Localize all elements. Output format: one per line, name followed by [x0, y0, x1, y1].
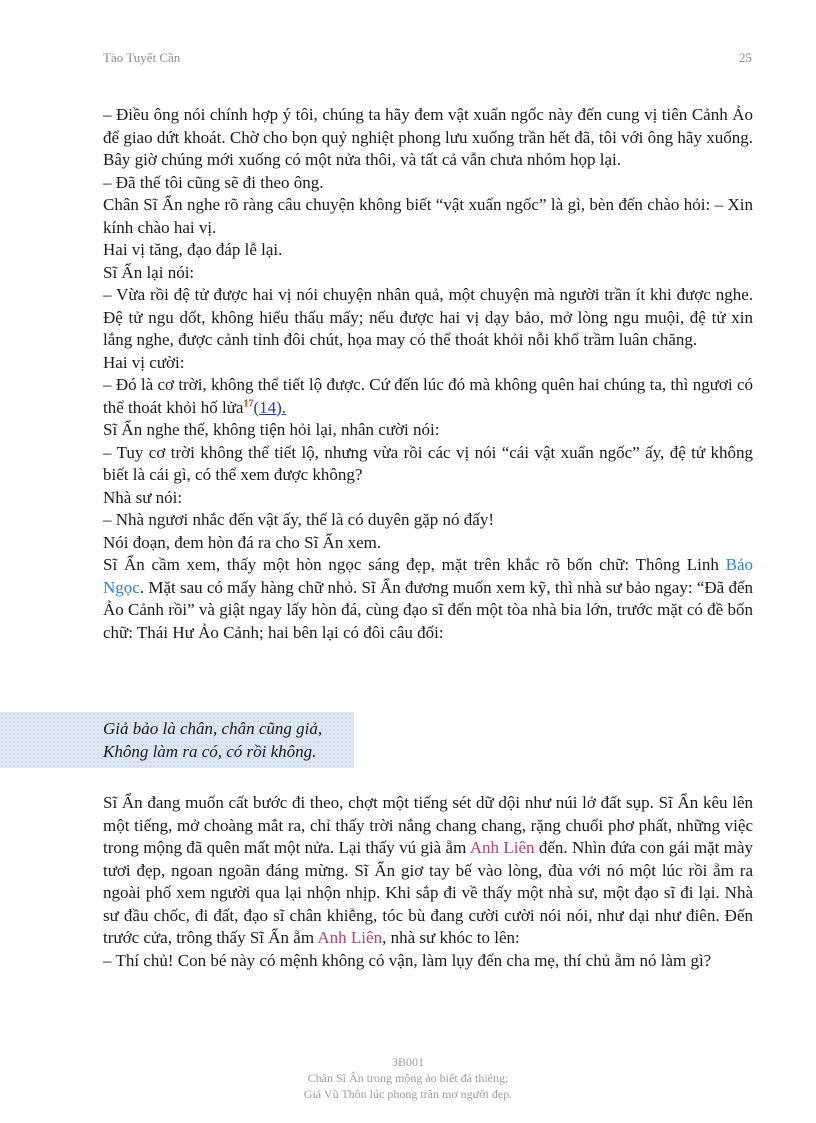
paragraph: – Đã thế tôi cũng sẽ đi theo ông. [103, 172, 324, 192]
name-anh-lien: Anh Liên [317, 928, 383, 947]
paragraph: – Nhà ngươi nhắc đến vật ấy, thế là có duyên gặp nó đấy! [103, 510, 494, 529]
paragraph: Nói đoạn, đem hòn đá ra cho Sĩ Ẩn xem. [103, 532, 382, 552]
paragraph: Nhà sư nói: [103, 487, 183, 507]
paragraph: Hai vị cười: [103, 352, 185, 372]
name-anh-lien: Anh Liên [469, 838, 535, 857]
paragraph-dream [103, 792, 753, 950]
paragraph: Sĩ Ẩn nghe thế, không tiện hỏi lại, nhân cười nói: [103, 420, 440, 439]
paragraph-text: Sĩ Ẩn cầm xem, thấy một hòn ngọc sáng đẹp, mặt trên khắc rõ bốn chữ: Thông Linh [103, 555, 726, 574]
paragraph-text: , nhà sư khóc to lên: [382, 928, 520, 947]
page-header [103, 50, 752, 70]
paragraph-text: Sĩ Ẩn đang muốn cất bước đi theo, chợt một tiếng sét dữ dội như núi lở đất sụp. Sĩ Ẩn kêu lên một tiếng, mở choàng mắt ra, chỉ thấy trời nắng chang chang, rặng chuối phơ phất, những việc trong mộng đã quên mất một nửa. Lại thấy vú già ẵm [103, 793, 753, 857]
paragraph-text: – Đó là cơ trời, không thể tiết lộ được. Cứ đến lúc đó mà không quên hai chúng ta, thì ngươi có thể thoát khỏi hố lửa [103, 375, 753, 417]
paragraph: Sĩ Ẩn lại nói: [103, 262, 195, 282]
footnote-link[interactable]: (14). [253, 397, 287, 417]
body-text [103, 104, 753, 644]
footer-chapter-line: Giả Vũ Thôn lúc phong trần mơ người đẹp. [303, 1087, 513, 1101]
highlight-bao-ngoc: Bảo Ngọc [103, 555, 753, 597]
page-footer [0, 1054, 816, 1102]
paragraph-text: đến. Nhìn đứa con gái mặt mày tươi đẹp, ngoan ngoãn đáng mừng. Sĩ Ẩn giơ tay bế vào lòng, đùa với nó một lúc rồi ẵm ra ngoài phố xem người qua lại nhộn nhịp. Khi sắp đi về thấy một nhà sư, một đạo sĩ đi lại. Nhà sư đầu chốc, đi đất, đạo sĩ chân khiễng, tóc bù đang cười cười nói nói, như dại như điên. Đến trước cửa, trông thấy Sĩ Ẩn ẵm [103, 838, 753, 947]
footer-code: 3B001 [391, 1055, 424, 1069]
paragraph: – Vừa rồi đệ tử được hai vị nói chuyện nhân quả, một chuyện mà người trần ít khi được nghe. Đệ tử ngu dốt, không hiểu thấu mấy; nếu được hai vị dạy bảo, mở lòng ngu muội, đệ tử xin lắng nghe, được cảnh tỉnh đôi chút, họa may có thể thoát khỏi nỗi khổ trầm luân chăng. [103, 285, 753, 349]
paragraph-fire-pit [103, 374, 753, 419]
running-head-author: Tào Tuyết Cần [103, 50, 181, 65]
paragraph: – Thí chủ! Con bé này có mệnh không có vận, làm lụy đến cha mẹ, thí chủ ẵm nó làm gì? [103, 950, 712, 970]
page-number: 25 [739, 50, 752, 65]
poem-line: Không làm ra có, có rồi không. [103, 741, 317, 761]
paragraph: Hai vị tăng, đạo đáp lễ lại. [103, 240, 283, 259]
poem-couplet [103, 718, 322, 763]
paragraph-text: . Mặt sau có mấy hàng chữ nhỏ. Sĩ Ẩn đương muốn xem kỹ, thì nhà sư bảo ngay: “Đã đến Ảo Cảnh rồi” và giật ngay lấy hòn đá, cùng đạo sĩ đến một tòa nhà bia lớn, trước mặt có đề bốn chữ: Thái Hư Ảo Cảnh; hai bên lại có đôi câu đối: [103, 577, 753, 642]
poem-line: Giả bảo là chân, chân cũng giả, [103, 719, 323, 738]
footer-chapter-line: Chân Sĩ Ẩn trong mộng ảo biết đá thiêng; [307, 1071, 509, 1085]
paragraph: – Điều ông nói chính hợp ý tôi, chúng ta hãy đem vật xuẩn ngốc này đến cung vị tiên Cảnh Ảo để giao dứt khoát. Chờ cho bọn quỷ nghiệt phong lưu xuống trần hết đã, tôi với ông hãy xuống. Bây giờ chúng mới xuống có một nửa thôi, và tất cả vẫn chưa nhóm họp lại. [103, 105, 753, 169]
body-text-continued [103, 792, 753, 972]
paragraph: Chân Sĩ Ẩn nghe rõ ràng câu chuyện không biết “vật xuẩn ngốc” là gì, bèn đến chào hỏi: – Xin kính chào hai vị. [103, 195, 753, 237]
paragraph: – Tuy cơ trời không thể tiết lộ, nhưng vừa rồi các vị nói “cái vật xuẩn ngốc” ấy, đệ tử không biết là cái gì, có thể xem được không? [103, 442, 753, 484]
footnote-marker[interactable]: 17 [243, 397, 254, 409]
paragraph-stone [103, 554, 753, 644]
